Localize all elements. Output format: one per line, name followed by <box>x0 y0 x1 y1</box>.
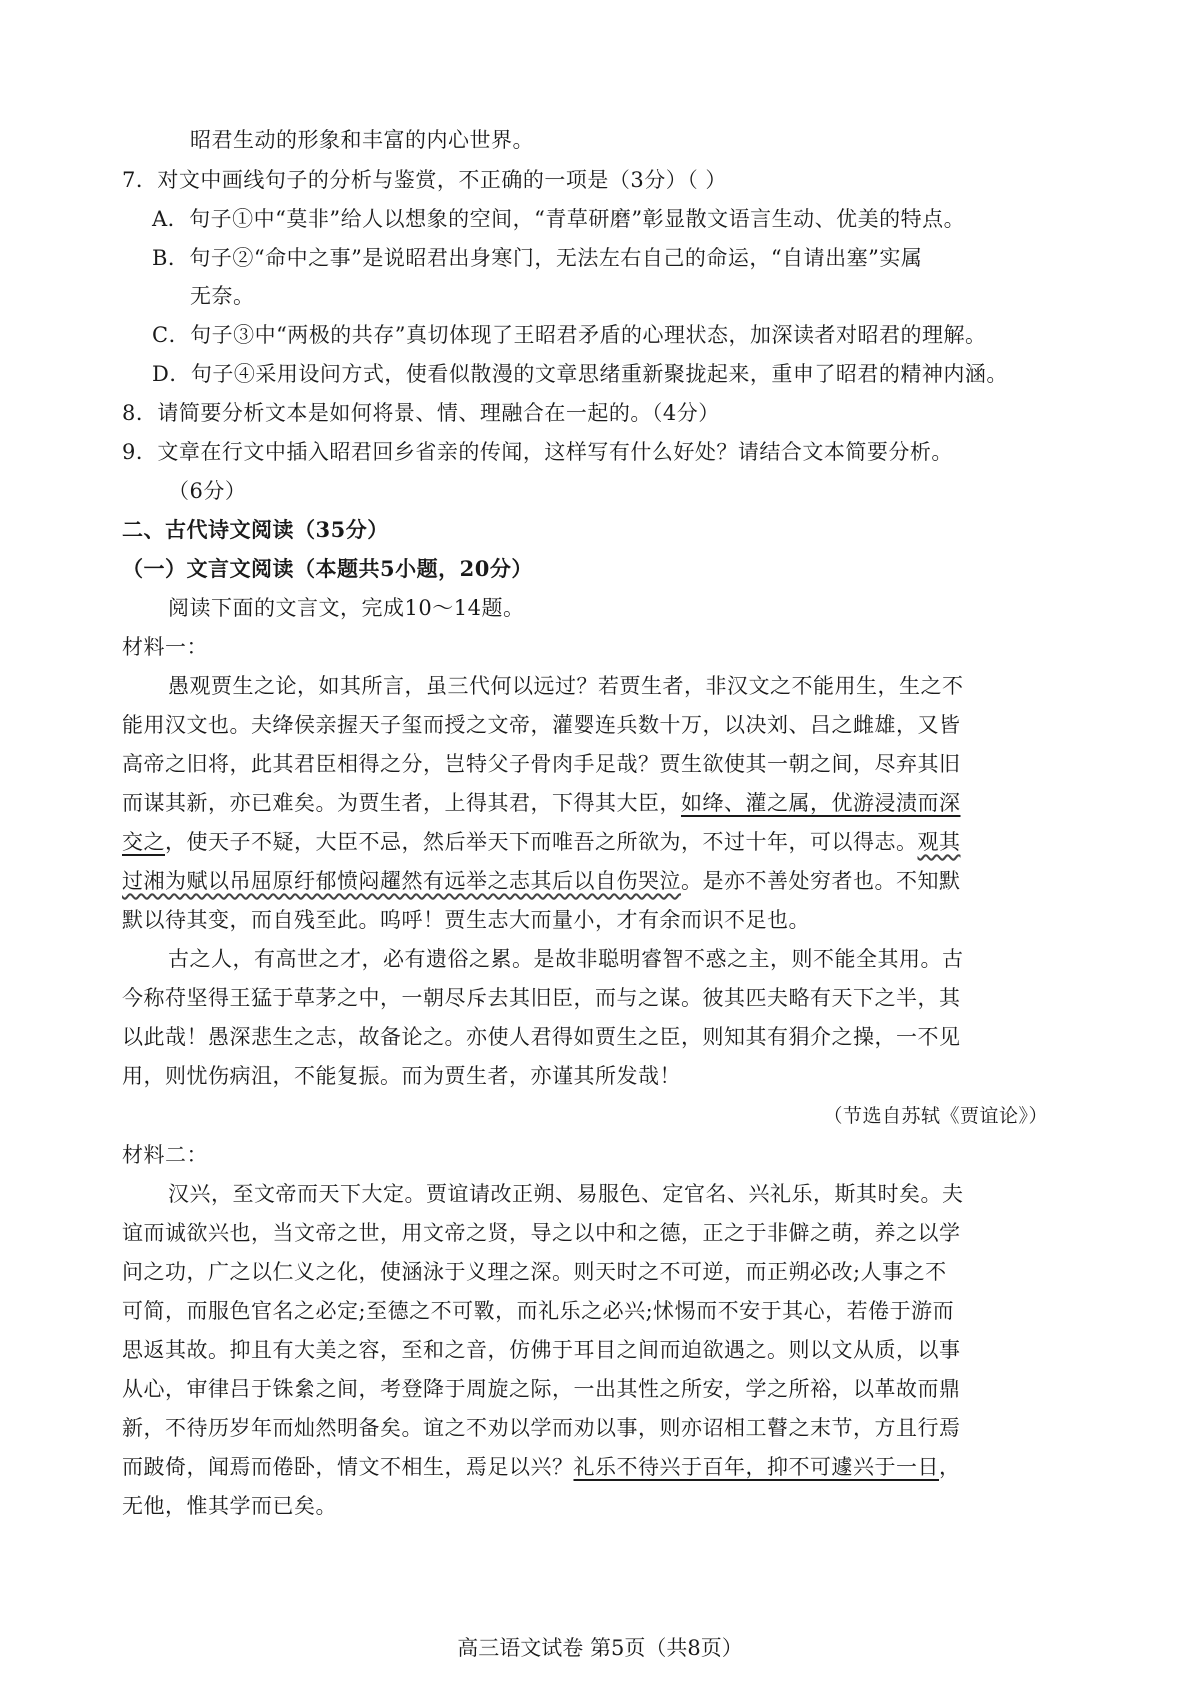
material2-line: 谊而诚欲兴也，当文帝之世，用文帝之贤，导之以中和之德，正之于非僻之萌，养之以学 <box>122 1221 961 1245</box>
page-footer: 高三语文试卷 第5页（共8页） <box>457 1636 743 1660</box>
material2-text: 而跛倚，闻焉而倦卧，情文不相生，焉足以兴？ <box>122 1455 574 1479</box>
q7-stem: 7．对文中画线句子的分析与鉴赏，不正确的一项是（3分）（ ） <box>122 168 727 192</box>
underlined-sentence: 礼乐不待兴于百年，抑不可遽兴于一日 <box>573 1455 939 1479</box>
material2-line: 从心，审律吕于铢絫之间，考登降于周旋之际，一出其性之所安，学之所裕，以革故而鼎 <box>122 1377 961 1401</box>
material2-line: 新，不待历岁年而灿然明备矣。谊之不劝以学而劝以事，则亦诏相工瞽之末节，方且行焉 <box>122 1416 961 1440</box>
subsection-title: （一）文言文阅读（本题共5小题，20分） <box>122 556 533 581</box>
material1-line: 今称苻坚得王猛于草茅之中，一朝尽斥去其旧臣，而与之谋。彼其匹夫略有天下之半，其 <box>122 986 961 1010</box>
material1-line: 古之人，有高世之才，必有遗俗之累。是故非聪明睿智不惑之主，则不能全其用。古 <box>168 947 964 971</box>
q7-option-b-line1: B．句子②“命中之事”是说昭君出身寒门，无法左右自己的命运，“自请出塞”实属 <box>152 246 923 270</box>
material2-line: 汉兴，至文帝而天下大定。贾谊请改正朔、易服色、定官名、兴礼乐，斯其时矣。夫 <box>168 1182 964 1206</box>
material1-text: ，使天子不疑，大臣不忌，然后举天下而唯吾之所欲为，不过十年，可以得志。 <box>165 830 918 854</box>
material1-line: 默以待其变，而自残至此。呜呼！贾生志大而量小，才有余而识不足也。 <box>122 908 810 932</box>
material1-line <box>122 867 961 895</box>
underlined-sentence: 如绛、灌之属，优游浸渍而深 <box>681 791 961 815</box>
q9-stem-line2: （6分） <box>168 479 247 503</box>
material1-source: （节选自苏轼《贾谊论》） <box>823 1105 1048 1127</box>
material1-text: 。是亦不善处穷者也。不知默 <box>681 869 961 893</box>
q8-stem: 8．请简要分析文本是如何将景、情、理融合在一起的。（4分） <box>122 401 720 425</box>
wavy-underlined-sentence: 过湘为赋以吊屈原纡郁愤闷趯然有远举之志其后以自伤哭泣 <box>122 869 681 893</box>
q9-stem-line1: 9．文章在行文中插入昭君回乡省亲的传闻，这样写有什么好处？请结合文本简要分析。 <box>122 440 953 464</box>
wavy-underlined-sentence: 观其 <box>917 830 961 854</box>
material1-line <box>122 828 961 856</box>
material1-line: 高帝之旧将，此其君臣相得之分，岂特父子骨肉手足哉？贾生欲使其一朝之间，尽弃其旧 <box>122 752 961 776</box>
material2-line: 思返其故。抑且有大美之容，至和之音，仿佛于耳目之间而迫欲遇之。则以文从质，以事 <box>122 1338 961 1362</box>
material2-text: ， <box>939 1455 961 1479</box>
material2-label: 材料二： <box>122 1143 208 1167</box>
material1-label: 材料一： <box>122 635 208 659</box>
reading-instruction: 阅读下面的文言文，完成10～14题。 <box>168 596 525 620</box>
material2-line <box>122 1453 961 1481</box>
material2-line: 无他，惟其学而已矣。 <box>122 1494 337 1518</box>
q7-option-d: D．句子④采用设问方式，使看似散漫的文章思绪重新聚拢起来，重申了昭君的精神内涵。 <box>152 362 1008 386</box>
material1-line <box>122 789 961 817</box>
q7-option-a: A．句子①中“莫非”给人以想象的空间，“青草研磨”彰显散文语言生动、优美的特点。 <box>152 207 966 231</box>
section-title: 二、古代诗文阅读（35分） <box>122 517 389 542</box>
material1-text: 而谋其新，亦已难矣。为贾生者，上得其君，下得其大臣， <box>122 791 681 815</box>
material2-line: 问之功，广之以仁义之化，使涵泳于义理之深。则天时之不可逆，而正朔必改;人事之不 <box>122 1260 947 1284</box>
q7-option-b-line2: 无奈。 <box>190 284 255 308</box>
material2-line: 可简，而服色官名之必定;至德之不可斁，而礼乐之必兴;怵惕而不安于其心，若倦于游而 <box>122 1299 955 1323</box>
material1-line: 以此哉！愚深悲生之志，故备论之。亦使人君得如贾生之臣，则知其有狷介之操，一不见 <box>122 1025 961 1049</box>
material1-line: 能用汉文也。夫绛侯亲握天子玺而授之文帝，灌婴连兵数十万，以决刘、吕之雌雄，又皆 <box>122 713 961 737</box>
material1-line: 用，则忧伤病沮，不能复振。而为贾生者，亦谨其所发哉！ <box>122 1064 681 1088</box>
q7-option-c: C．句子③中“两极的共存”真切体现了王昭君矛盾的心理状态，加深读者对昭君的理解。 <box>152 323 987 347</box>
material1-line: 愚观贾生之论，如其所言，虽三代何以远过？若贾生者，非汉文之不能用生，生之不 <box>168 674 964 698</box>
q6-tail: 昭君生动的形象和丰富的内心世界。 <box>190 128 534 152</box>
underlined-sentence: 交之 <box>122 830 165 854</box>
